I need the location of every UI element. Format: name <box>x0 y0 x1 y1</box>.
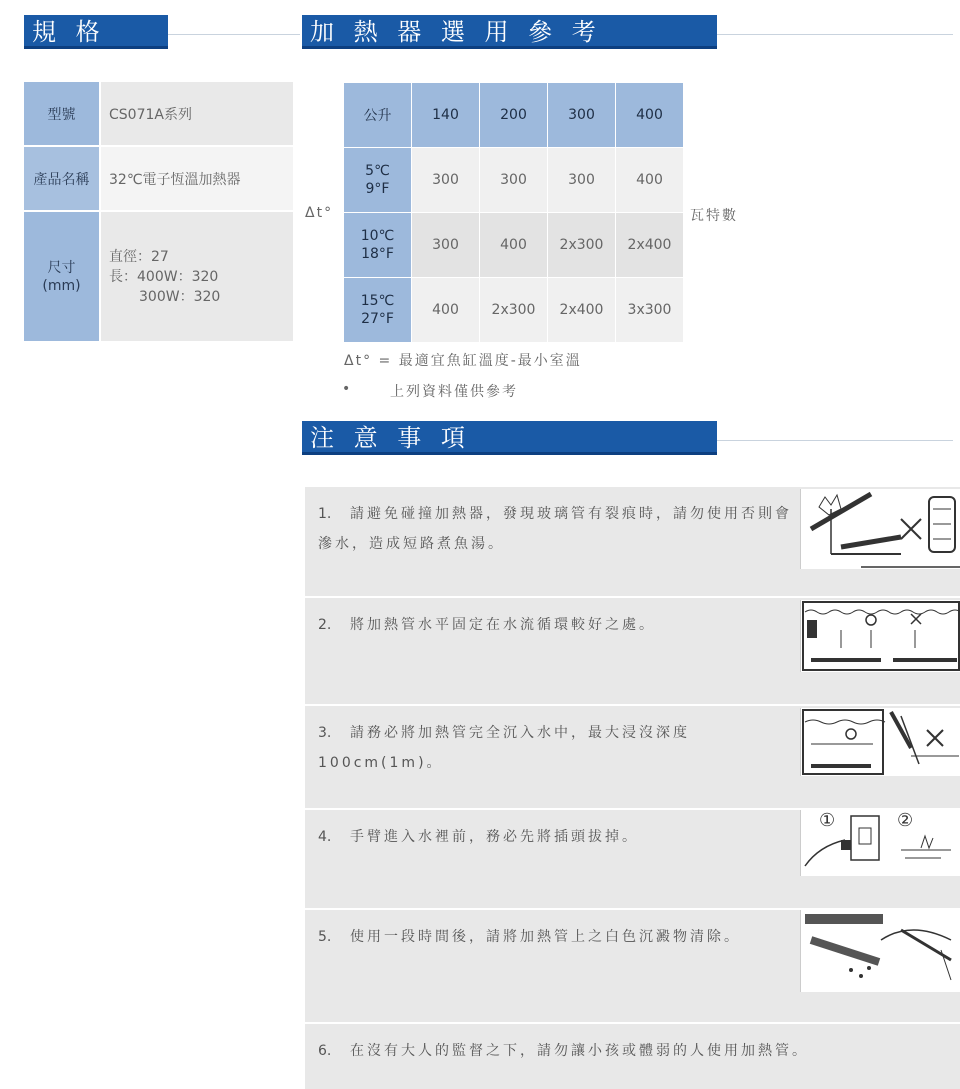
heater-row-10c <box>344 213 684 278</box>
note-number: 2. <box>318 617 332 633</box>
heater-corner: 公升 <box>344 83 412 148</box>
note-body: 在沒有大人的監督之下，請勿讓小孩或體弱的人使用加熱管。 <box>350 1043 809 1059</box>
note-text <box>318 610 808 640</box>
spec-value-model: CS071A系列 <box>100 82 293 146</box>
step-one-label: ① <box>819 810 836 831</box>
note-number: 5. <box>318 929 332 945</box>
heater-cell: 300 <box>412 148 480 213</box>
heater-row-5c <box>344 148 684 213</box>
specs-title: 規 格 <box>24 15 168 49</box>
unplug-icon <box>801 810 960 876</box>
note-item-4 <box>305 810 960 908</box>
spec-row-name <box>24 146 293 211</box>
cleaning-illustration <box>800 910 960 992</box>
heater-row-celsius: 5℃ <box>365 163 390 179</box>
unplug-illustration <box>800 810 960 876</box>
note-item-3 <box>305 706 960 808</box>
heater-cell: 2x400 <box>548 278 616 343</box>
submerge-icon <box>801 708 960 776</box>
note-body: 請避免碰撞加熱器，發現玻璃管有裂痕時，請勿使用否則會滲水，造成短路煮魚湯。 <box>318 506 792 552</box>
note-text <box>318 499 808 559</box>
note-body: 手臂進入水裡前，務必先將插頭拔掉。 <box>350 829 639 845</box>
specs-table <box>24 82 293 343</box>
heater-row-celsius: 10℃ <box>360 228 395 244</box>
heater-header-row <box>344 83 684 148</box>
spec-size-length-400w: 長：400W：320 <box>109 268 219 285</box>
reference-note: 上列資料僅供參考 <box>390 384 518 400</box>
heater-row-15c <box>344 278 684 343</box>
heater-title-rule <box>717 34 953 35</box>
specs-title-rule <box>168 34 300 35</box>
spec-label-size <box>24 211 100 342</box>
water-flow-illustration <box>800 600 960 672</box>
note-text <box>318 922 808 952</box>
heater-table <box>343 82 684 343</box>
step-two-label: ② <box>897 810 914 831</box>
spec-size-diameter: 直徑：27 <box>109 248 169 265</box>
heater-cell: 300 <box>480 148 548 213</box>
spec-label-model: 型號 <box>24 82 100 146</box>
heater-cell: 2x300 <box>548 213 616 278</box>
spec-label-name: 產品名稱 <box>24 146 100 211</box>
note-number: 6. <box>318 1043 332 1059</box>
spec-label-size-text: 尺寸 (mm) <box>42 259 81 294</box>
note-number: 3. <box>318 725 332 741</box>
note-item-6 <box>305 1024 960 1089</box>
broken-tube-illustration <box>800 489 960 569</box>
spec-row-model <box>24 82 293 146</box>
heater-row-label <box>344 278 412 343</box>
heater-row-label <box>344 148 412 213</box>
delta-t-label: Δt° <box>305 205 334 221</box>
heater-col-300: 300 <box>548 83 616 148</box>
note-number: 4. <box>318 829 332 845</box>
heater-col-400: 400 <box>616 83 684 148</box>
heater-row-fahrenheit: 9°F <box>365 181 390 197</box>
heater-col-140: 140 <box>412 83 480 148</box>
note-number: 1. <box>318 506 332 522</box>
note-item-1 <box>305 487 960 596</box>
spec-value-name: 32℃電子恆溫加熱器 <box>100 146 293 211</box>
heater-row-fahrenheit: 18°F <box>361 246 394 262</box>
note-text <box>318 1036 958 1066</box>
note-text <box>318 822 808 852</box>
note-item-2 <box>305 598 960 704</box>
spec-row-size <box>24 211 293 342</box>
heater-cell: 400 <box>412 278 480 343</box>
note-item-5 <box>305 910 960 1022</box>
heater-cell: 3x300 <box>616 278 684 343</box>
note-body: 將加熱管水平固定在水流循環較好之處。 <box>350 617 656 633</box>
wattage-label: 瓦特數 <box>690 208 738 224</box>
heater-cell: 400 <box>480 213 548 278</box>
heater-cell: 2x300 <box>480 278 548 343</box>
note-body: 請務必將加熱管完全沉入水中，最大浸沒深度100cm(1m)。 <box>318 725 690 771</box>
delta-t-footnote: Δt° = 最適宜魚缸溫度-最小室溫 <box>344 353 582 369</box>
heater-cell: 2x400 <box>616 213 684 278</box>
submerge-illustration <box>800 708 960 776</box>
notes-title: 注 意 事 項 <box>302 421 717 455</box>
spec-value-size <box>100 211 293 342</box>
heater-row-celsius: 15℃ <box>360 293 395 309</box>
heater-cell: 300 <box>548 148 616 213</box>
heater-row-label <box>344 213 412 278</box>
water-flow-icon <box>801 600 960 672</box>
heater-cell: 400 <box>616 148 684 213</box>
broken-tube-icon <box>801 489 960 569</box>
cleaning-icon <box>801 910 960 992</box>
bullet-dot: • <box>342 381 353 397</box>
spec-size-length-300w: 300W：320 <box>139 288 221 305</box>
note-body: 使用一段時間後，請將加熱管上之白色沉澱物清除。 <box>350 929 741 945</box>
note-text <box>318 718 808 778</box>
heater-cell: 300 <box>412 213 480 278</box>
heater-row-fahrenheit: 27°F <box>361 311 394 327</box>
notes-title-rule <box>717 440 953 441</box>
heater-col-200: 200 <box>480 83 548 148</box>
heater-title: 加 熱 器 選 用 參 考 <box>302 15 717 49</box>
